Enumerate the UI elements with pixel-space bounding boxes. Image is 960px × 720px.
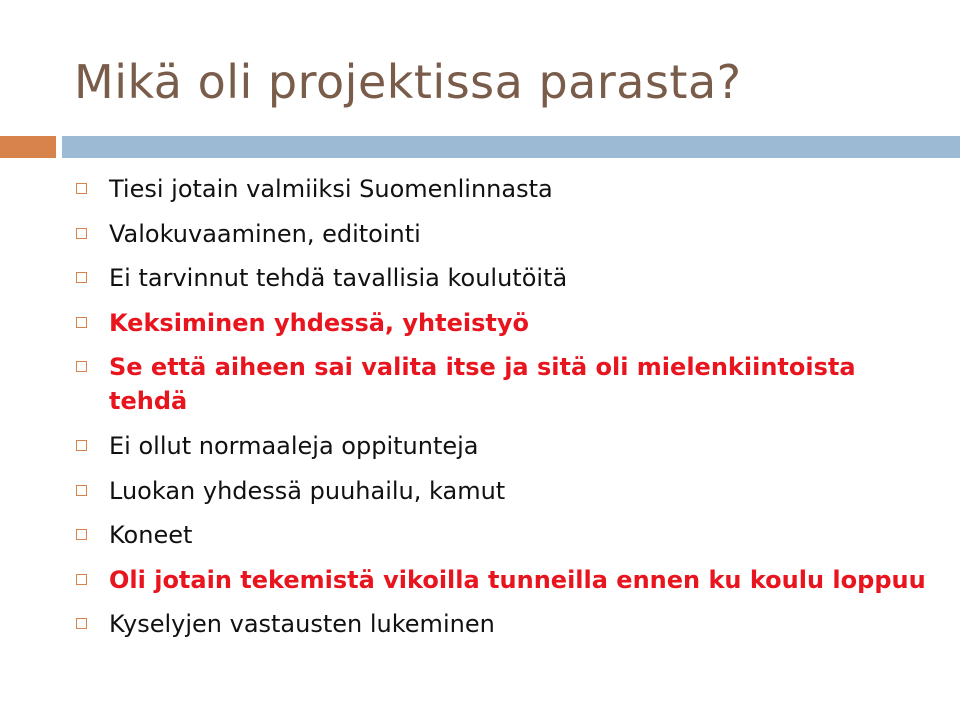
bullet-text: Valokuvaaminen, editointi [109,219,421,248]
bullet-item [76,261,926,295]
square-bullet-icon [76,317,87,328]
bullet-text: Ei tarvinnut tehdä tavallisia koulutöitä [109,264,568,293]
square-bullet-icon [76,361,87,372]
square-bullet-icon [76,485,87,496]
bullet-item-highlight [76,563,926,597]
bullet-item [76,518,926,552]
slide-title: Mikä oli projektissa parasta? [74,55,742,109]
square-bullet-icon [76,183,87,194]
square-bullet-icon [76,228,87,239]
bullet-text: Tiesi jotain valmiiksi Suomenlinnasta [109,175,553,203]
square-bullet-icon [76,618,87,629]
bullet-item [76,474,926,508]
square-bullet-icon [76,272,87,283]
square-bullet-icon [76,529,87,540]
bullet-item-highlight [76,350,926,418]
bullet-item [76,217,926,251]
bullet-text: Ei ollut normaaleja oppitunteja [109,431,479,460]
bullet-item-highlight [76,306,926,340]
square-bullet-icon [76,574,87,585]
title-divider-accent [0,136,56,158]
bullet-item [76,172,926,206]
square-bullet-icon [76,440,87,451]
bullet-text: Koneet [109,521,193,550]
bullet-text: Luokan yhdessä puuhailu, kamut [109,476,506,505]
bullet-text: Keksiminen yhdessä, yhteistyö [109,308,529,337]
bullet-item [76,429,926,463]
bullet-text: Oli jotain tekemistä vikoilla tunneilla ennen ku koulu loppuu [109,565,926,594]
bullet-text: Kyselyjen vastausten lukeminen [109,610,495,639]
title-divider-bar [62,136,960,158]
bullet-item [76,607,926,641]
bullet-list [76,172,926,652]
bullet-text: Se että aiheen sai valita itse ja sitä oli mielenkiintoista tehdä [109,353,856,416]
